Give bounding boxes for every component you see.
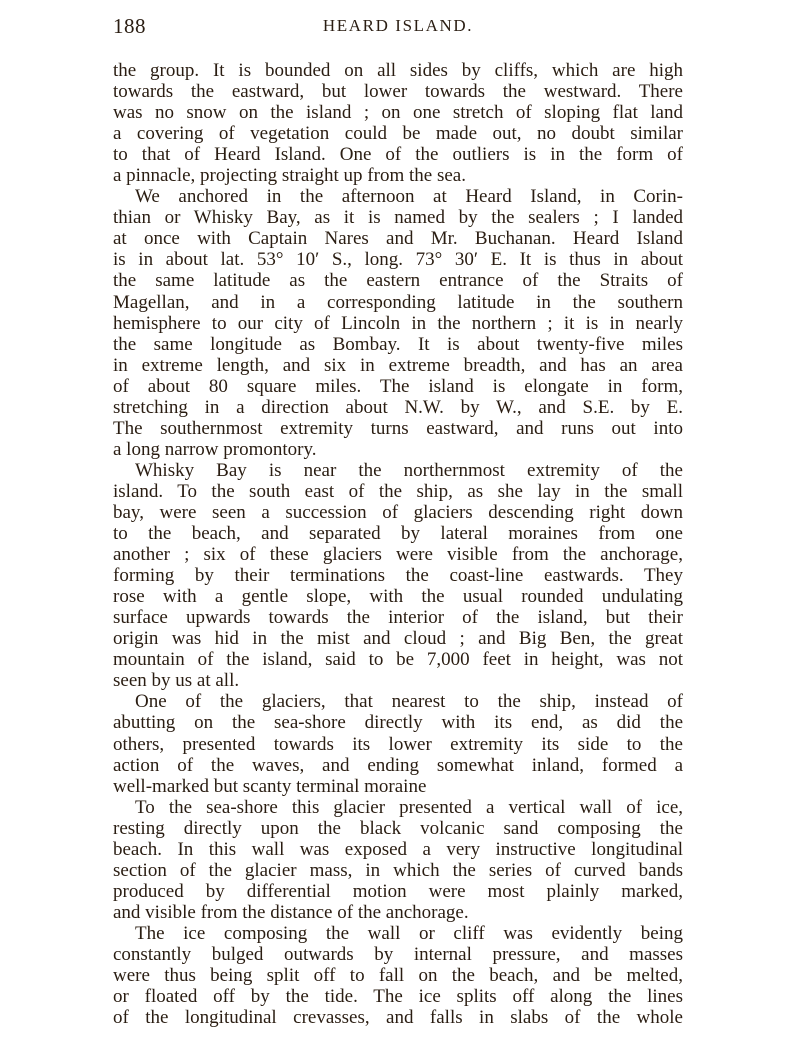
text-line: Magellan, and in a corresponding latitude in the southern — [113, 291, 683, 313]
text-line: the same longitude as Bombay. It is about twenty-five miles — [113, 333, 683, 355]
text-line: To the sea-shore this glacier presented a vertical wall of ice, — [135, 796, 683, 818]
text-line: The southernmost extremity turns eastward, and runs out into — [113, 417, 683, 439]
text-line: seen by us at all. — [113, 670, 240, 692]
text-line: resting directly upon the black volcanic sand composing the — [113, 817, 683, 839]
text-line: were thus being split off to fall on the beach, and be melted, — [113, 965, 683, 987]
text-line: constantly bulged outwards by internal pressure, and masses — [113, 943, 683, 965]
text-line: section of the glacier mass, in which the series of curved bands — [113, 859, 683, 881]
text-line: island. To the south east of the ship, as she lay in the small — [113, 480, 683, 502]
text-line: of about 80 square miles. The island is elongate in form, — [113, 375, 683, 397]
text-line: in extreme length, and six in extreme breadth, and has an area — [113, 354, 683, 376]
text-line: beach. In this wall was exposed a very instructive longitudinal — [113, 838, 683, 860]
running-title: HEARD ISLAND. — [322, 16, 474, 35]
text-line: a long narrow promontory. — [113, 438, 317, 460]
text-line: One of the glaciers, that nearest to the ship, instead of — [135, 691, 683, 713]
text-line: origin was hid in the mist and cloud ; and Big Ben, the great — [113, 628, 683, 650]
text-line: to the beach, and separated by lateral moraines from one — [113, 523, 683, 545]
text-line: produced by differential motion were most plainly marked, — [113, 880, 683, 902]
text-line: or floated off by the tide. The ice splits off along the lines — [113, 986, 683, 1008]
text-line: stretching in a direction about N.W. by W., and S.E. by E. — [113, 396, 683, 418]
text-line: and visible from the distance of the anchorage. — [113, 901, 469, 923]
text-line: a covering of vegetation could be made out, no doubt similar — [113, 123, 683, 145]
text-line: another ; six of these glaciers were visible from the anchorage, — [113, 544, 683, 566]
text-line: at once with Captain Nares and Mr. Buchanan. Heard Island — [113, 228, 683, 250]
text-line: well-marked but scanty terminal moraine — [113, 775, 427, 797]
text-line: thian or Whisky Bay, as it is named by the sealers ; I landed — [113, 207, 683, 229]
body-text — [113, 60, 683, 1028]
text-line: surface upwards towards the interior of the island, but their — [113, 607, 683, 629]
text-line: is in about lat. 53° 10′ S., long. 73° 30′ E. It is thus in about — [113, 249, 683, 271]
text-line: The ice composing the wall or cliff was evidently being — [135, 922, 683, 944]
text-line: abutting on the sea-shore directly with its end, as did the — [113, 712, 683, 734]
text-line: mountain of the island, said to be 7,000 feet in height, was not — [113, 649, 683, 671]
text-line: rose with a gentle slope, with the usual rounded undulating — [113, 586, 683, 608]
text-line: the group. It is bounded on all sides by cliffs, which are high — [113, 60, 683, 81]
text-line: hemisphere to our city of Lincoln in the northern ; it is in nearly — [113, 312, 683, 334]
text-line: was no snow on the island ; on one stretch of sloping flat land — [113, 102, 683, 124]
text-line: Whisky Bay is near the northernmost extremity of the — [135, 459, 683, 481]
text-line: forming by their terminations the coast-line eastwards. They — [113, 565, 683, 587]
text-line: a pinnacle, projecting straight up from the sea. — [113, 165, 466, 187]
text-line: We anchored in the afternoon at Heard Island, in Corin- — [135, 186, 683, 208]
text-line: others, presented towards its lower extremity its side to the — [113, 733, 683, 755]
text-line: of the longitudinal crevasses, and falls in slabs of the whole — [113, 1007, 683, 1029]
text-line: towards the eastward, but lower towards the westward. There — [113, 81, 683, 103]
text-line: to that of Heard Island. One of the outliers is in the form of — [113, 144, 683, 166]
text-line: the same latitude as the eastern entrance of the Straits of — [113, 270, 683, 292]
running-head — [113, 14, 683, 44]
text-line: bay, were seen a succession of glaciers descending right down — [113, 501, 683, 523]
page-number: 188 — [113, 14, 146, 38]
text-line: action of the waves, and ending somewhat inland, formed a — [113, 754, 683, 776]
